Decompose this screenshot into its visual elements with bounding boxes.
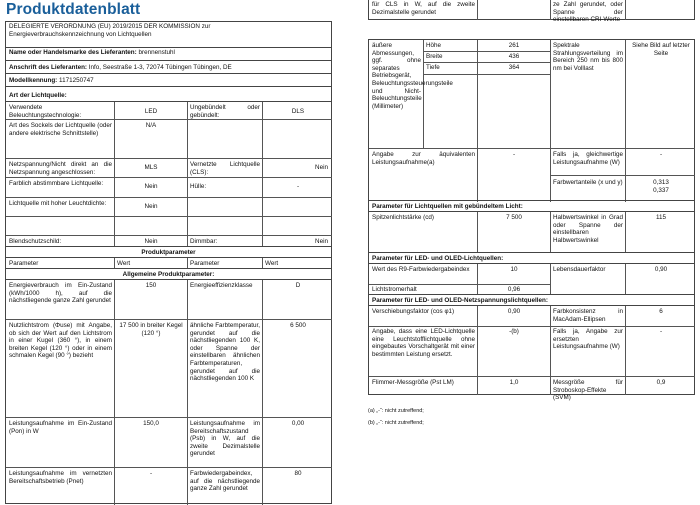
mains-value: MLS xyxy=(144,164,158,171)
tunable-label2: Hülle: xyxy=(190,183,207,190)
pf-value: 0,90 xyxy=(507,308,521,315)
flux-value2: 6 500 xyxy=(290,322,306,329)
energy-label2: Energieeffizienzklasse xyxy=(190,282,253,289)
high-lum-value: Nein xyxy=(144,203,158,210)
energy-value2: D xyxy=(295,282,301,289)
directional-table xyxy=(368,211,695,253)
networked-value: - xyxy=(149,470,153,477)
supplier-name-row xyxy=(5,47,332,61)
glare-value2: Nein xyxy=(315,238,328,245)
tech-value2: DLS xyxy=(291,108,305,115)
tech-label: Verwendete Beleuchtungstechnologie: xyxy=(9,104,82,119)
spectrum-label: Spektrale Strahlungsverteilung im Bereich 250 nm bis 800 nm bei Volllast xyxy=(553,42,623,72)
model-row xyxy=(5,73,332,87)
maint-label: Lichtstromerhalt xyxy=(372,286,417,293)
high-lum-label: Lichtquelle mit hoher Leuchtdichte: xyxy=(9,200,107,207)
socket-label: Art des Sockels der Lichtquelle (oder andere elektrische Schnittstelle) xyxy=(9,122,112,137)
light-source-table xyxy=(5,101,332,247)
tech-value: LED xyxy=(144,108,158,115)
chroma-label: Farbwertanteile (x und y) xyxy=(553,179,623,186)
flicker-label: Flimmer-Messgröße (Pst LM) xyxy=(372,379,454,386)
tunable-value: Nein xyxy=(144,183,158,190)
networked-label2: Farbwiedergabeindex, auf die nächstliegende ganze Zahl gerundet xyxy=(190,470,260,493)
r9-label2: Lebensdauerfaktor xyxy=(553,266,606,273)
dims-label: äußere Abmessungen, ggf. ohne separates Betriebsgerät, Beleuchtungssteuerungsteile und Nicht-Beleuchtungsteile (Millimeter) xyxy=(372,42,453,110)
equiv-label: Angabe zur äquivalenten Leistungsaufnahme(a) xyxy=(372,151,475,166)
equiv-value2: - xyxy=(659,151,663,158)
flicker-value2: 0,9 xyxy=(656,379,666,386)
peak-label: Spitzenlichtstärke (cd) xyxy=(372,214,434,221)
peak-value2: 115 xyxy=(655,214,667,221)
directional-header: Parameter für Lichtquellen mit gebündeltem Licht: xyxy=(368,200,695,212)
power-value: 150,0 xyxy=(143,420,159,427)
regulation-text: DELEGIERTE VERORDNUNG (EU) 2019/2015 DER KOMMISSION zur Energieverbrauchskennzeichnung von Lichtquellen xyxy=(9,23,211,38)
dims-depth-label: Tiefe xyxy=(426,64,440,71)
equiv-value: - xyxy=(512,151,516,158)
r9-value2: 0,90 xyxy=(654,266,668,273)
glare-label2: Dimmbar: xyxy=(190,238,218,245)
dims-width-value: 436 xyxy=(508,53,520,60)
dims-width-label: Breite xyxy=(426,53,443,60)
networked-label: Leistungsaufnahme im vernetzten Bereitschaftsbetrieb (Pnet) xyxy=(9,470,112,485)
flicker-label2: Messgröße für Stroboskop-Effekte (SVM) xyxy=(553,379,623,402)
flux-label2: ähnliche Farbtemperatur, gerundet auf die nächstliegenden 100 K, oder Spanne der einstellbaren ähnlichen Farbtemperaturen, gerundet auf die nächstliegenden 100 K xyxy=(190,322,261,383)
mains-label: Netzspannung/Nicht direkt an die Netzspannung angeschlossen: xyxy=(9,161,112,176)
chroma-y: 0,337 xyxy=(653,187,669,194)
peak-label2: Halbwertswinkel in Grad oder Spanne der einstellbaren Halbwertswinkel xyxy=(553,214,623,244)
socket-value: N/A xyxy=(145,122,157,129)
energy-label: Energieverbrauch im Ein-Zustand (kWh/1000 h), auf die nächstliegende ganze Zahl gerundet xyxy=(9,282,112,305)
power-value2: 0,00 xyxy=(291,420,305,427)
equiv-label2: Falls ja, gleichwertige Leistungsaufnahme (W) xyxy=(553,151,623,166)
col-param: Parameter xyxy=(9,260,39,267)
supplier-address-row xyxy=(5,60,332,74)
pf-label2: Farbkonsistenz in MacAdam-Ellipsen xyxy=(553,308,623,323)
col-value2: Wert xyxy=(265,260,279,267)
footnote-a: (a) „-“: nicht zutreffend; xyxy=(368,408,424,414)
mains-table xyxy=(368,305,695,402)
spectrum-value: Siehe Bild auf letzter Seite xyxy=(632,42,690,57)
light-type-header: Art der Lichtquelle: xyxy=(5,86,332,102)
left-page xyxy=(0,0,337,500)
general-params-table xyxy=(5,279,332,504)
right-page xyxy=(352,0,700,500)
mains-header: Parameter für LED- und OLED-Netzspannungslichtquellen: xyxy=(368,294,695,306)
supplier-name-value: brennenstuhl xyxy=(138,49,175,56)
footnote-b: (b) „-“: nicht zutreffend; xyxy=(368,420,424,426)
tunable-value2: - xyxy=(296,183,300,190)
general-params-header: Allgemeine Produktparameter: xyxy=(5,268,332,280)
r9-label: Wert des R9-Farbwiedergabeindex xyxy=(372,266,470,273)
cont-label2: ze Zahl gerundet, oder Spanne der einstellbaren CRI-Werte xyxy=(553,1,623,24)
col-param2: Parameter xyxy=(190,260,220,267)
supplier-address-value: Info, Seestraße 1-3, 72074 Tübingen Tübingen, DE xyxy=(88,64,232,71)
model-label: Modellkennung: xyxy=(9,77,58,84)
dimensions-table xyxy=(368,39,695,201)
regulation-box xyxy=(5,21,332,48)
flux-label: Nutzlichtstrom (Φuse) mit Angabe, ob sich der Wert auf den Lichtstrom in einer Kugel (360 °), in einem breiten Kegel (120 °) oder in einem schmalen Kegel (90 °) bezieht xyxy=(9,322,112,360)
dims-height-value: 261 xyxy=(508,42,520,49)
cont-label: für CLS in W, auf die zweite Dezimalstelle gerundet xyxy=(372,1,475,16)
replace-value2: - xyxy=(659,328,663,335)
energy-value: 150 xyxy=(145,282,157,289)
dims-height-label: Höhe xyxy=(426,42,442,49)
power-label2: Leistungsaufnahme im Bereitschaftszustand (Psb) in W, auf die zweite Dezimalstelle gerundet xyxy=(190,420,260,458)
product-params-header: Produktparameter xyxy=(5,246,332,258)
flux-value: 17 500 in breiter Kegel (120 °) xyxy=(119,322,183,337)
glare-value: Nein xyxy=(144,238,158,245)
pf-value2: 6 xyxy=(659,308,663,315)
page-title: Produktdatenblatt xyxy=(6,1,141,18)
tech-label2: Ungebündelt oder gebündelt: xyxy=(190,104,260,119)
continuation-row xyxy=(368,0,695,24)
power-label: Leistungsaufnahme im Ein-Zustand (Pon) in W xyxy=(9,420,112,435)
dims-depth-value: 364 xyxy=(508,64,520,71)
r9-value: 10 xyxy=(510,266,518,273)
led-table xyxy=(368,263,695,295)
mains-value2: Nein xyxy=(315,164,328,171)
replace-label: Angabe, dass eine LED-Lichtquelle eine Leuchtstofflichtquelle ohne eingebautes Vorschaltgerät mit einer bestimmten Leistung ersetzt. xyxy=(372,328,475,358)
col-value: Wert xyxy=(117,260,131,267)
networked-value2: 80 xyxy=(294,470,302,477)
mains-label2: Vernetzte Lichtquelle (CLS): xyxy=(190,161,260,176)
model-value: 1171250747 xyxy=(59,77,94,84)
supplier-name-label: Name oder Handelsmarke des Lieferanten: xyxy=(9,49,137,56)
maint-value: 0,96 xyxy=(507,286,521,293)
flicker-value: 1,0 xyxy=(509,379,519,386)
replace-label2: Falls ja, Angabe zur ersetzten Leistungsaufnahme (W) xyxy=(553,328,623,351)
replace-value: -(b) xyxy=(509,328,519,335)
pf-label: Verschiebungsfaktor (cos φ1) xyxy=(372,308,455,315)
glare-label: Blendschutzschild: xyxy=(9,238,62,245)
led-header: Parameter für LED- und OLED-Lichtquellen: xyxy=(368,252,695,264)
supplier-address-label: Anschrift des Lieferanten: xyxy=(9,64,88,71)
tunable-label: Farblich abstimmbare Lichtquelle: xyxy=(9,180,104,187)
chroma-x: 0,313 xyxy=(653,179,669,186)
peak-value: 7 500 xyxy=(506,214,522,221)
